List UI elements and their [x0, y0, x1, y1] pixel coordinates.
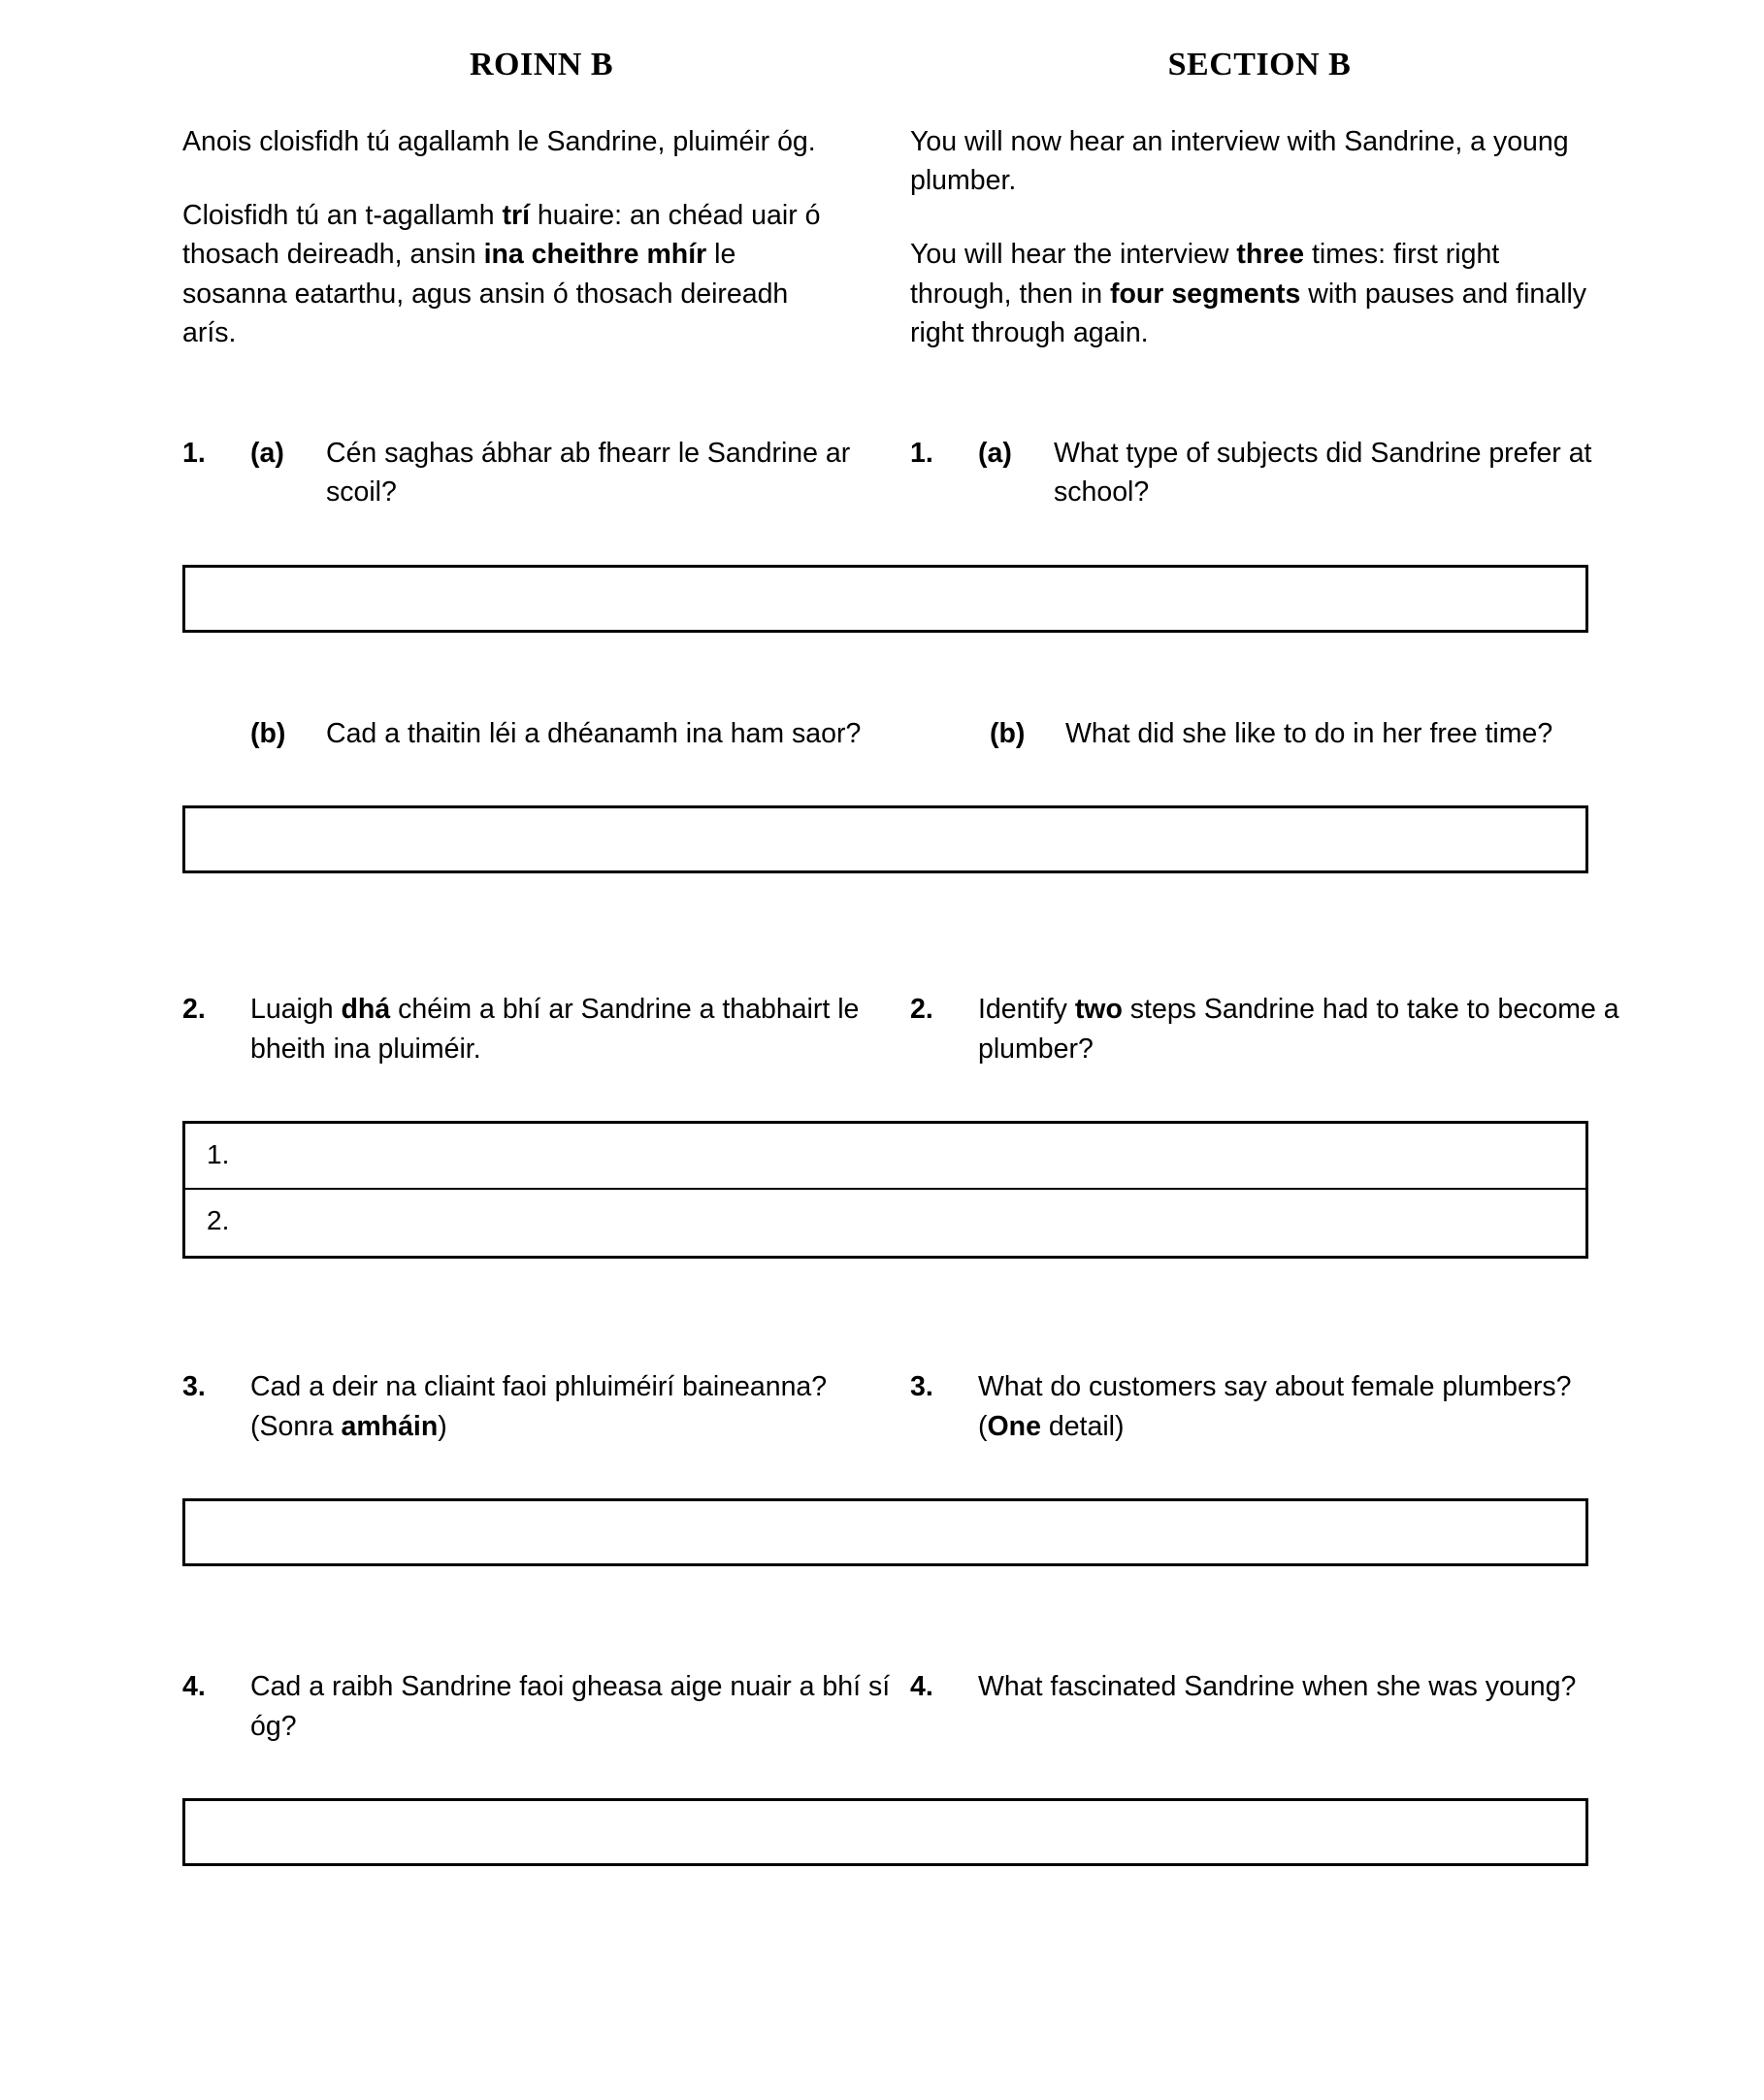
question-3-row — [0, 1367, 1764, 1446]
question-3-text-irish: Cad a deir na cliaint faoi phluiméirí baineanna? (Sonra amháin) — [250, 1371, 828, 1442]
answer-line-label-2: 2. — [207, 1205, 230, 1236]
question-2-text-irish: Luaigh dhá chéim a bhí ar Sandrine a thabhairt le bheith ina pluiméir. — [250, 994, 860, 1065]
instructions-english — [910, 122, 1589, 352]
question-3-number-irish: 3. — [182, 1371, 206, 1403]
answer-line[interactable] — [185, 1190, 1585, 1256]
question-1a-irish — [182, 434, 900, 512]
question-1b-text-english: What did she like to do in her free time? — [1065, 717, 1553, 749]
question-1a-label-english: (a) — [978, 437, 1012, 469]
question-4-number-irish: 4. — [182, 1671, 206, 1703]
answer-line[interactable] — [185, 568, 1585, 630]
question-1b-row — [0, 714, 1764, 753]
answer-line-label-1: 1. — [207, 1139, 230, 1170]
question-3-number-english: 3. — [910, 1371, 933, 1403]
question-1a-text-english: What type of subjects did Sandrine prefer at school? — [1054, 437, 1592, 509]
question-1a-row — [0, 434, 1764, 512]
question-4-irish — [182, 1667, 900, 1746]
section-heading-row — [0, 0, 1764, 83]
answer-line[interactable] — [185, 808, 1585, 870]
instructions-english-p2: You will hear the interview three times: first right through, then in four segments with pauses and finally right through again. — [910, 239, 1587, 348]
question-1-number-english: 1. — [910, 437, 933, 469]
answer-box-2[interactable] — [182, 1121, 1588, 1259]
question-4-text-irish: Cad a raibh Sandrine faoi gheasa aige nuair a bhí sí óg? — [250, 1671, 891, 1742]
question-2-number-english: 2. — [910, 994, 933, 1026]
answer-line[interactable] — [185, 1501, 1585, 1563]
question-1a-english — [910, 434, 1628, 512]
answer-box-4[interactable] — [182, 1798, 1588, 1866]
answer-line[interactable] — [185, 1124, 1585, 1190]
instructions-irish — [182, 122, 842, 352]
question-1b-label-irish: (b) — [250, 717, 286, 749]
question-2-text-english: Identify two steps Sandrine had to take to become a plumber? — [978, 994, 1619, 1065]
instructions-irish-p1: Anois cloisfidh tú agallamh le Sandrine, pluiméir óg. — [182, 126, 816, 157]
question-1a-label-irish: (a) — [250, 437, 284, 469]
question-2-english — [910, 990, 1628, 1068]
question-2-row — [0, 990, 1764, 1068]
question-4-number-english: 4. — [910, 1671, 933, 1703]
answer-line[interactable] — [185, 1801, 1585, 1863]
section-heading-irish: ROINN B — [469, 47, 614, 82]
section-heading-english: SECTION B — [1167, 47, 1352, 82]
question-4-text-english: What fascinated Sandrine when she was young? — [978, 1671, 1577, 1703]
answer-box-1a[interactable] — [182, 565, 1588, 633]
answer-box-1b[interactable] — [182, 805, 1588, 873]
question-2-number-irish: 2. — [182, 994, 206, 1026]
instructions-row — [0, 122, 1764, 352]
question-3-text-english: What do customers say about female plumbers? (One detail) — [978, 1371, 1572, 1442]
question-1b-irish — [182, 714, 900, 753]
instructions-english-p1: You will now hear an interview with Sandrine, a young plumber. — [910, 126, 1569, 197]
instructions-irish-p2: Cloisfidh tú an t-agallamh trí huaire: an chéad uair ó thosach deireadh, ansin ina cheithre mhír le sosanna eatarthu, agus ansin ó thosach deireadh arís. — [182, 200, 821, 348]
question-4-english — [910, 1667, 1628, 1746]
question-1b-label-english: (b) — [990, 717, 1026, 749]
question-1a-text-irish: Cén saghas ábhar ab fhearr le Sandrine ar scoil? — [326, 437, 851, 509]
question-1-number-irish: 1. — [182, 437, 206, 469]
question-1b-english — [910, 714, 1628, 753]
question-2-irish — [182, 990, 900, 1068]
question-3-irish — [182, 1367, 900, 1446]
answer-box-3[interactable] — [182, 1498, 1588, 1566]
question-4-row — [0, 1667, 1764, 1746]
question-1b-text-irish: Cad a thaitin léi a dhéanamh ina ham saor? — [326, 717, 862, 749]
question-3-english — [910, 1367, 1628, 1446]
